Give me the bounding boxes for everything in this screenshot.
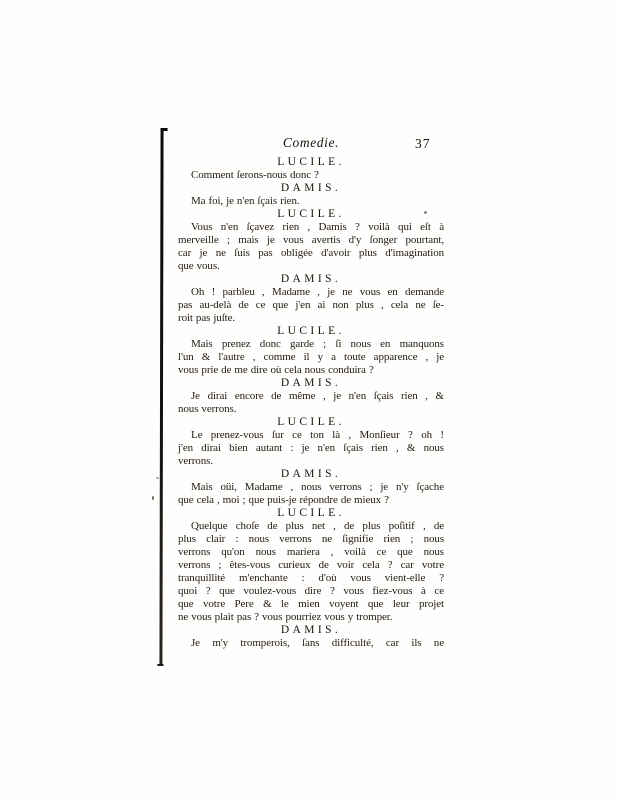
page-number: 37: [415, 136, 431, 151]
ink-speck: [156, 477, 159, 479]
dialogue-line: merveille ; mais je vous avertis d'y ſonger pourtant,: [178, 234, 444, 246]
dialogue-line: Quelque choſe de plus net , de plus poſitif , de: [191, 520, 444, 532]
running-title: Comedie.: [282, 135, 340, 150]
dialogue-line: que cela , moi ; que puis-je répondre de mieux ?: [178, 494, 389, 506]
speaker-heading: LUCILE.: [277, 156, 345, 168]
dialogue-line: Le prenez-vous ſur ce ton là , Monſieur ? oh !: [191, 429, 444, 441]
speaker-heading: LUCILE.: [277, 507, 345, 519]
gutter-rule: [159, 128, 163, 666]
dialogue-line: Ma foi, je n'en ſçais rien.: [191, 195, 300, 207]
dialogue-column: [178, 156, 444, 650]
speaker-heading: DAMIS.: [280, 182, 342, 194]
dialogue-line: verrons.: [178, 455, 213, 467]
dialogue-line: j'en dirai bien autant : je n'en ſçais rien , & nous: [178, 442, 444, 454]
dialogue-line: nous verrons.: [178, 403, 237, 415]
ink-speck: [424, 211, 427, 214]
dialogue-line: Vous n'en ſçavez rien , Damis ? voilà qui eſt à: [191, 221, 444, 233]
dialogue-line: Je m'y tromperois, ſans difficulté, car ils ne: [191, 637, 444, 649]
speaker-heading: LUCILE.: [277, 208, 345, 220]
dialogue-line: que votre Pere & le mien voyent que leur projet: [178, 598, 444, 610]
speaker-heading: DAMIS.: [280, 468, 342, 480]
dialogue-line: Mais prenez donc garde ; ſi nous en manquons: [191, 338, 444, 350]
dialogue-line: vous prie de me dire où cela nous conduira ?: [178, 364, 374, 376]
dialogue-line: tranquillité m'enchante : d'où vous vient-elle ?: [178, 572, 444, 584]
dialogue-line: ne vous plait pas ? vous pourriez vous y tromper.: [178, 611, 393, 623]
dialogue-line: Je dirai encore de même , je n'en ſçais rien , &: [191, 390, 444, 402]
dialogue-line: verrons qu'on nous mariera , voilà ce que nous: [178, 546, 444, 558]
dialogue-line: pas au-delà de ce que j'en ai non plus , cela ne ſe-: [178, 299, 444, 311]
dialogue-line: Comment ſerons-nous donc ?: [191, 169, 319, 181]
dialogue-line: Oh ! parbleu , Madame , je ne vous en demande: [191, 286, 444, 298]
dialogue-line: verrons ; êtes-vous curieux de voir cela ? car votre: [178, 559, 444, 571]
dialogue-line: roit pas juſte.: [178, 312, 236, 324]
speaker-heading: DAMIS.: [280, 624, 342, 636]
speaker-heading: DAMIS.: [280, 273, 342, 285]
speaker-heading: DAMIS.: [280, 377, 342, 389]
speaker-heading: LUCILE.: [277, 416, 345, 428]
dialogue-line: quoi ? que voulez-vous dire ? vous fiez-vous à ce: [178, 585, 444, 597]
dialogue-line: plus clair : nous verrons ne ſignifie rien ; nous: [178, 533, 444, 545]
dialogue-line: que vous.: [178, 260, 220, 272]
dialogue-line: l'un & l'autre , comme il y a toute apparence , je: [178, 351, 444, 363]
dialogue-line: car je ne ſuis pas obligée d'avoir plus d'imagination: [178, 247, 444, 259]
dialogue-line: Mais oüi, Madame , nous verrons ; je n'y ſçache: [191, 481, 444, 493]
ink-speck: [152, 496, 154, 500]
speaker-heading: LUCILE.: [277, 325, 345, 337]
